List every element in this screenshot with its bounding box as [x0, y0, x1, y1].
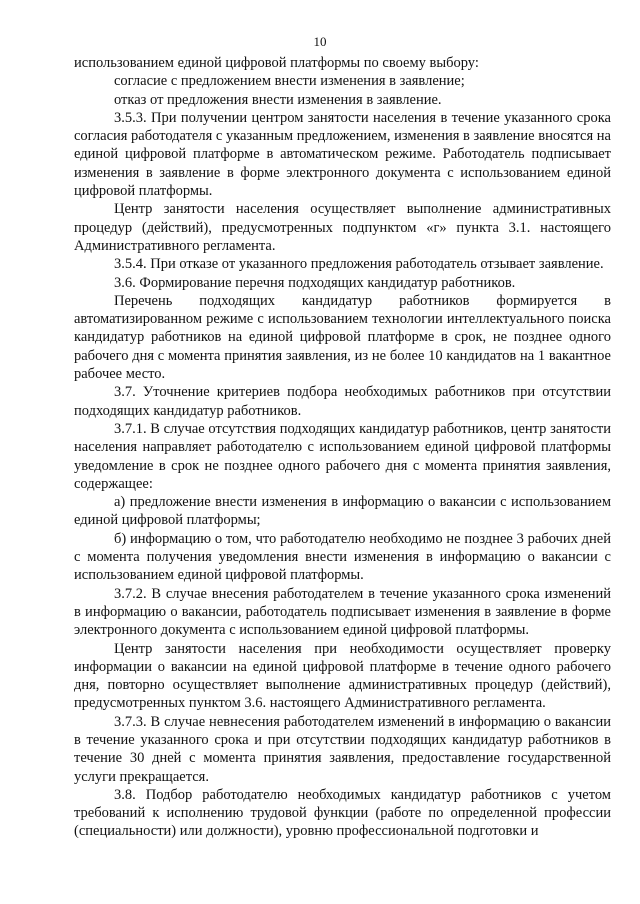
paragraph: Центр занятости населения осуществляет выполнение административных процедур (действий), предусмотренных подпунктом «г» пункта 3.1. настоящего Административного регламента.: [74, 201, 611, 254]
paragraph: 3.7.3. В случае невнесения работодателем изменений в информацию о вакансии в течение указанного срока и при отсутствии подходящих кандидатур работников в течение 30 дней с момента принятия заявления, предоставление государственной услуги прекращается.: [74, 713, 611, 785]
page-number: 10: [313, 34, 327, 49]
paragraph: Перечень подходящих кандидатур работников формируется в автоматизированном режиме с использованием технологии интеллектуального поиска кандидатур работников на единой цифровой платформе в срок, не позднее одного рабочего дня с момента принятия заявления, из не более 10 кандидатов на 1 вакантное рабочее место.: [74, 292, 611, 383]
paragraph: 3.6. Формирование перечня подходящих кандидатур работников.: [114, 274, 516, 291]
paragraph: 3.5.3. При получении центром занятости населения в течение указанного срока согласия работодателя с указанным предложением, изменения в заявление вносятся на единой цифровой платформе в автоматическом режиме. Работодатель подписывает изменения в заявление в форме электронного документа с использованием единой цифровой платформы.: [74, 109, 611, 200]
paragraph: Центр занятости населения при необходимости осуществляет проверку информации о вакансии на единой цифровой платформе в течение одного рабочего дня, повторно осуществляет выполнение административных процедур (действий), предусмотренных пунктом 3.6. настоящего Административного регламента.: [74, 640, 611, 712]
paragraph: 3.7. Уточнение критериев подбора необходимых работников при отсутствии подходящих кандидатур работников.: [74, 384, 611, 419]
paragraph: 3.7.1. В случае отсутствия подходящих кандидатур работников, центр занятости населения направляет работодателю с использованием единой цифровой платформы уведомление в срок не позднее одного рабочего дня с момента принятия заявления, содержащее:: [74, 420, 611, 492]
paragraph: 3.8. Подбор работодателю необходимых кандидатур работников с учетом требований к исполнению трудовой функции (работе по определенной профессии (специальности) или должности), уровню профессиональной подготовки и: [74, 786, 611, 840]
paragraph: 3.7.2. В случае внесения работодателем в течение указанного срока изменений в информацию о вакансии, работодатель подписывает изменения в заявление в форме электронного документа с использованием единой цифровой платформы.: [74, 585, 611, 639]
document-body: [74, 54, 611, 841]
paragraph: 3.5.4. При отказе от указанного предложения работодатель отзывает заявление.: [114, 256, 604, 273]
paragraph: согласие с предложением внести изменения в заявление;: [114, 73, 465, 90]
paragraph: использованием единой цифровой платформы по своему выбору:: [74, 55, 479, 71]
paragraph: отказ от предложения внести изменения в заявление.: [114, 91, 442, 108]
paragraph: б) информацию о том, что работодателю необходимо не позднее 3 рабочих дней с момента получения уведомления внести изменения в информацию о вакансии с использованием единой цифровой платформы.: [74, 530, 611, 584]
paragraph: а) предложение внести изменения в информацию о вакансии с использованием единой цифровой платформы;: [74, 494, 611, 529]
